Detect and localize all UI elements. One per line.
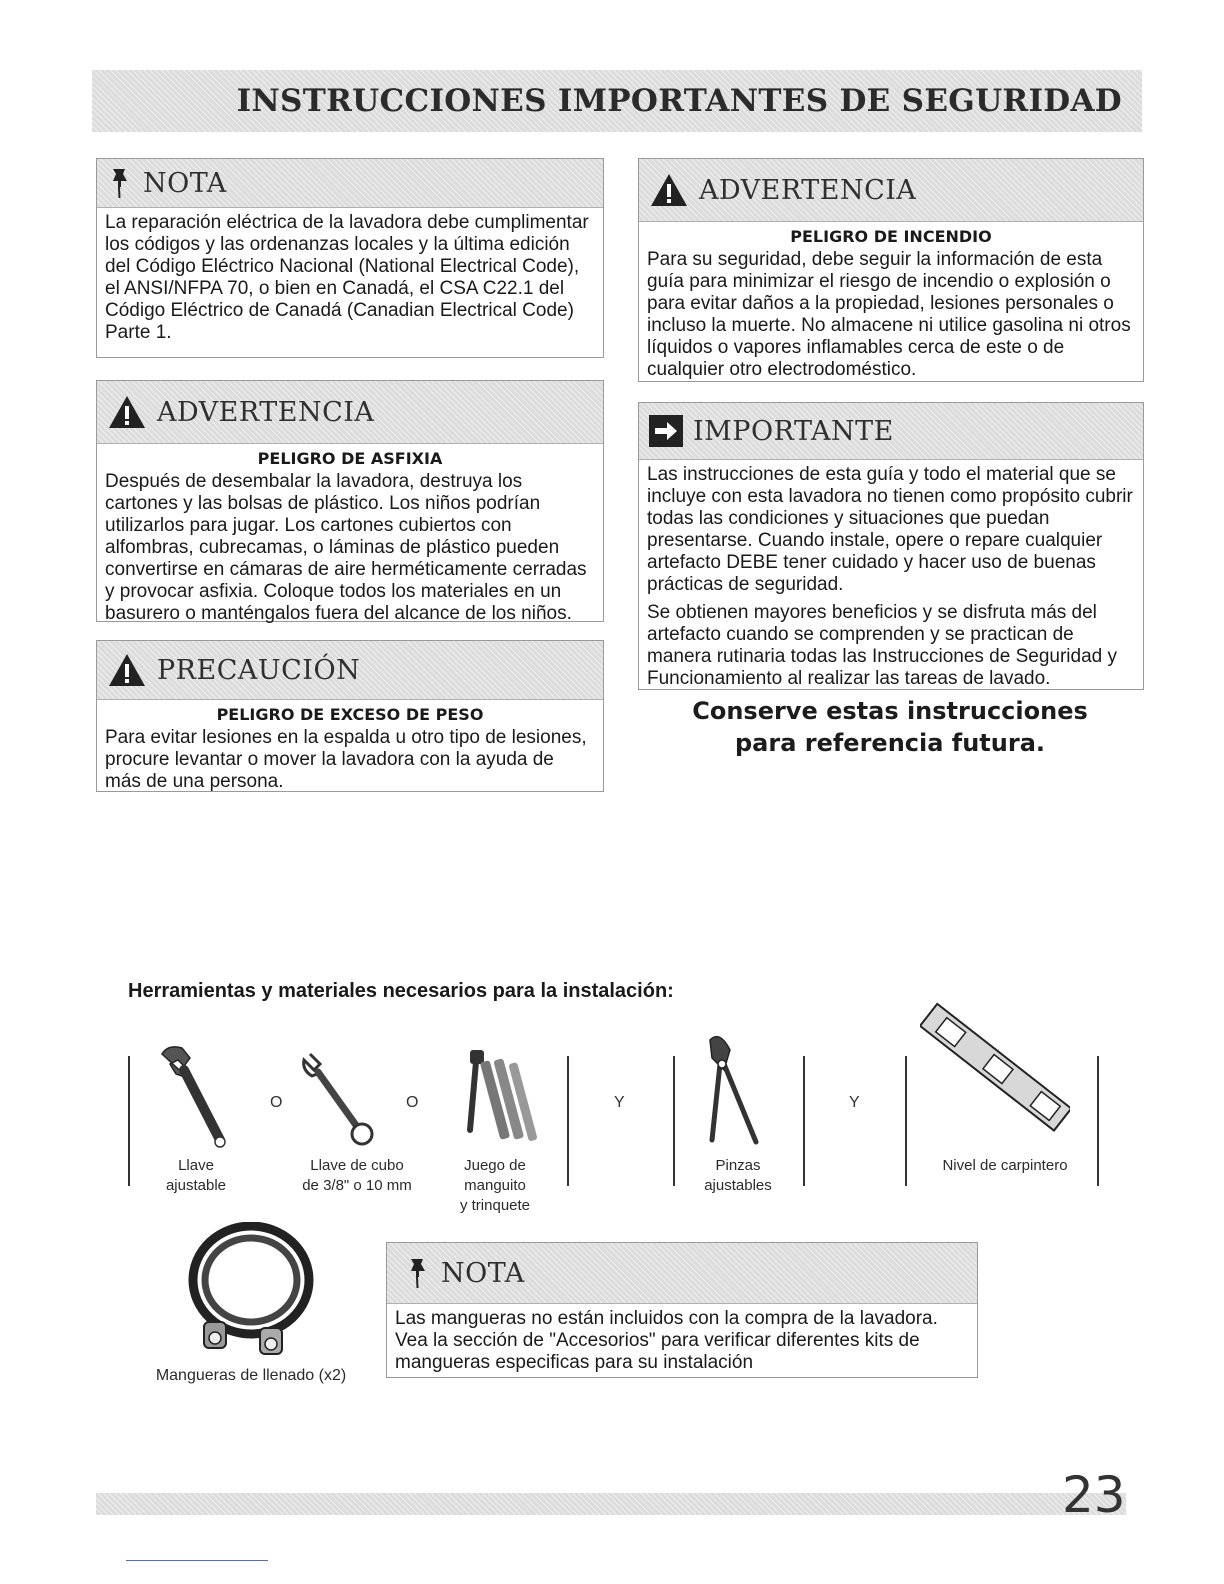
- divider: [673, 1056, 675, 1186]
- caption-nivel: Nivel de carpintero: [942, 1157, 1068, 1174]
- caption-juego: [440, 1156, 550, 1216]
- pushpin-icon: [107, 166, 133, 200]
- divider: [803, 1056, 805, 1186]
- tools-heading: Herramientas y materiales necesarios para la instalación:: [128, 980, 674, 1002]
- nota-header: [97, 159, 603, 208]
- socket-set-icon: [440, 1040, 540, 1150]
- adjustable-wrench-icon: [158, 1044, 238, 1154]
- advertencia-incendio-label: ADVERTENCIA: [699, 174, 917, 206]
- precaucion-subtitle: PELIGRO DE EXCESO DE PESO: [216, 705, 484, 724]
- caption-line: ajustables: [704, 1177, 772, 1194]
- nota-box: [96, 158, 604, 358]
- divider: [128, 1056, 130, 1186]
- nota-text: La reparación eléctrica de la lavadora debe cumplimentar los códigos y las ordenanzas locales y la última edición del Código Eléctrico Nacional (National Electrical Code), el ANSI/NFPA 70, o bien en Canadá, el CSA C22.1 del Código Eléctrico de Canadá (Canadian Electrical Code) Parte 1.: [105, 212, 589, 343]
- arrow-right-icon: [649, 415, 683, 447]
- advertencia-header: [97, 381, 603, 444]
- page-title: INSTRUCCIONES IMPORTANTES DE SEGURIDAD: [236, 83, 1122, 119]
- separator-o: O: [270, 1094, 283, 1111]
- advertencia-label: ADVERTENCIA: [157, 396, 375, 428]
- caption-mangueras: Mangueras de llenado (x2): [155, 1367, 347, 1384]
- conserve-line-2: para referencia futura.: [734, 729, 1046, 757]
- caption-line: y trinquete: [459, 1197, 531, 1214]
- carpenter-level-icon: [920, 998, 1070, 1138]
- separator-o: O: [406, 1094, 419, 1111]
- advertencia-subtitle: PELIGRO DE ASFIXIA: [257, 449, 443, 468]
- title-banner: [92, 70, 1142, 132]
- caption-line: ajustable: [165, 1177, 227, 1194]
- advertencia-incendio-text: Para su seguridad, debe seguir la información de esta guía para minimizar el riesgo de incendio o explosión o para evitar daños a la propiedad, lesiones personales o incluso la muerte. No almacene ni utilice gasolina ni otros líquidos o vapores inflamables cerca de este o de cualquier otro electrodoméstico.: [647, 249, 1131, 380]
- pushpin-icon: [405, 1256, 431, 1290]
- caption-line: manguito: [464, 1177, 526, 1194]
- advertencia-incendio-header: [639, 159, 1143, 222]
- caption-llave: [146, 1156, 246, 1196]
- divider: [567, 1056, 569, 1186]
- nota-mangueras-label: NOTA: [441, 1257, 525, 1289]
- advertencia-incendio-box: [638, 158, 1144, 382]
- caption-pinzas: [688, 1156, 788, 1196]
- nota-mangueras-box: [386, 1242, 978, 1378]
- nota-mangueras-header: [387, 1243, 977, 1304]
- caption-llave-cubo: [282, 1156, 432, 1196]
- footer-bar: [96, 1493, 1126, 1515]
- precaucion-box: [96, 640, 604, 792]
- combination-wrench-icon: [300, 1050, 380, 1150]
- importante-text-2: Se obtienen mayores beneficios y se disfruta más del artefacto cuando se comprenden y se practican de manera rutinaria todas las Instrucciones de Seguridad y Funcionamiento al realizar las tareas de lavado.: [647, 602, 1117, 689]
- caption-line: Llave: [178, 1157, 214, 1174]
- caption-line: Pinzas: [715, 1157, 761, 1174]
- warning-triangle-icon: [649, 172, 689, 208]
- page-number: 23: [1062, 1466, 1126, 1524]
- caption-line: Llave de cubo: [310, 1157, 404, 1174]
- advertencia-incendio-subtitle: PELIGRO DE INCENDIO: [790, 227, 992, 246]
- advertencia-text: Después de desembalar la lavadora, destruya los cartones y las bolsas de plástico. Los niños podrían utilizarlos para jugar. Los cartones cubiertos con alfombras, cubrecamas, o láminas de plástico pueden convertirse en cámaras de aire herméticamente cerradas y provocar asfixia. Coloque todos los materiales en un basurero o manténgalos fuera del alcance de los niños.: [105, 471, 587, 624]
- pliers-icon: [690, 1030, 780, 1150]
- warning-triangle-icon: [107, 394, 147, 430]
- importante-label: IMPORTANTE: [693, 415, 894, 447]
- importante-text-1: Las instrucciones de esta guía y todo el material que se incluye con esta lavadora no tienen como propósito cubrir todas las condiciones y situaciones que puedan presentarse. Cuando instale, opere o repare cualquier artefacto DEBE tener cuidado y hacer uso de buenas prácticas de seguridad.: [647, 464, 1133, 595]
- precaucion-text: Para evitar lesiones en la espalda u otro tipo de lesiones, procure levantar o mover la lavadora con la ayuda de más de una persona.: [105, 727, 587, 792]
- nota-label: NOTA: [143, 167, 227, 199]
- importante-box: [638, 402, 1144, 690]
- precaucion-label: PRECAUCIÓN: [157, 654, 361, 686]
- caption-line: Juego de: [464, 1157, 526, 1174]
- nota-mangueras-text: Las mangueras no están incluidos con la compra de la lavadora. Vea la sección de "Accesorios" para verificar diferentes kits de mangueras especificas para su instalación: [395, 1308, 938, 1373]
- importante-header: [639, 403, 1143, 460]
- separator-y: Y: [849, 1094, 860, 1111]
- precaucion-header: [97, 641, 603, 700]
- divider: [1097, 1056, 1099, 1186]
- conserve-line-1: Conserve estas instrucciones: [692, 697, 1088, 725]
- fill-hoses-icon: [176, 1222, 326, 1362]
- caption-line: de 3/8" o 10 mm: [302, 1177, 412, 1194]
- separator-y: Y: [614, 1094, 625, 1111]
- divider: [905, 1056, 907, 1186]
- bottom-rule: [126, 1560, 268, 1561]
- caution-triangle-icon: [107, 652, 147, 688]
- conserve-note: [640, 695, 1140, 759]
- advertencia-asfixia-box: [96, 380, 604, 622]
